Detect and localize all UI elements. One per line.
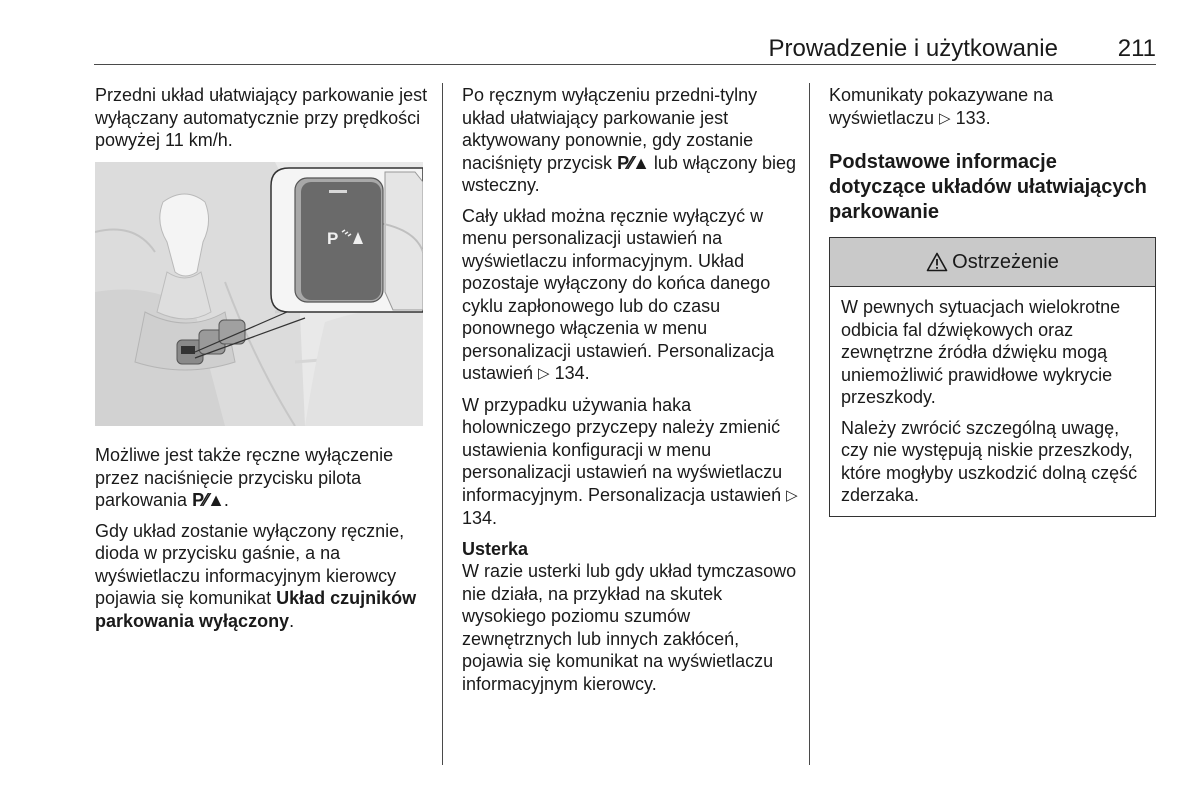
column-1 — [95, 84, 430, 160]
warning-box — [829, 237, 1156, 517]
reference-arrow-icon: ▷ — [786, 486, 798, 504]
intro-paragraph: Przedni układ ułatwiający parkowanie jest wyłączany automatycznie przy prędkości powyżej 11 km/h. — [95, 85, 428, 150]
park-pilot-symbol: P⁄⁄▲ — [617, 152, 649, 173]
menu-disable-paragraph: Cały układ można ręcznie wyłączyć w menu personalizacji ustawień na wyświetlaczu informacyjnym. Układ pozostaje wyłączony do końca danego cyklu zapłonowego lub do czasu ponownego włączenia w menu personalizacji ustawień. Personalizacja ustawień ▷ 134. — [462, 205, 798, 386]
towbar-paragraph: W przypadku używania haka holowniczego przyczepy należy zmienić ustawienia konfiguracji w menu personalizacji ustawień na wyświetlaczu informacyjnym. Personalizacja ustawień ▷ 134. — [462, 394, 798, 528]
warning-triangle-icon — [926, 252, 948, 272]
column-2 — [462, 84, 798, 703]
reference-arrow-icon: ▷ — [538, 365, 550, 382]
section-heading: Podstawowe informacje dotyczące układów ułatwiających parkowanie — [829, 151, 1147, 223]
manual-off-paragraph: Możliwe jest także ręczne wyłączenie przez naciśnięcie przycisku pilota parkowania P⁄⁄▲. — [95, 445, 394, 510]
park-pilot-symbol: P⁄⁄▲ — [192, 490, 224, 510]
column-3 — [829, 84, 1159, 517]
warning-body — [830, 287, 1155, 516]
page-header-title: Prowadzenie i użytkowanie — [768, 35, 1058, 62]
column-divider-2 — [809, 83, 810, 765]
message-text: Układ czujników parkowania wyłączony — [95, 588, 417, 631]
figure-button-p-label: P — [327, 229, 339, 248]
messages-paragraph: Komunikaty pokazywane na wyświetlaczu ▷ 133. — [829, 84, 1159, 130]
reactivation-paragraph: Po ręcznym wyłączeniu przedni-tylny układ ułatwiający parkowanie jest aktywowany ponownie, gdy zostanie naciśnięty przycisk P⁄⁄▲ lub włączony bieg wsteczny. — [462, 85, 796, 195]
warning-paragraph-1: W pewnych sytuacjach wielokrotne odbicia fal dźwiękowych oraz zewnętrzne źródła dźwięku mogą uniemożliwić prawidłowe wykrycie przeszkody. — [841, 297, 1121, 407]
warning-title: Ostrzeżenie — [952, 250, 1059, 273]
header-rule — [94, 64, 1156, 65]
reference-arrow-icon: ▷ — [939, 109, 951, 127]
warning-paragraph-2: Należy zwrócić szczególną uwagę, czy nie występują niskie przeszkody, które mogłyby uszkodzić dolną część zderzaka. — [841, 417, 1138, 505]
column-divider-1 — [442, 83, 443, 765]
car-console-illustration — [95, 162, 423, 426]
page-number: 211 — [1117, 35, 1156, 62]
fault-paragraph: W razie usterki lub gdy układ tymczasowo nie działa, na przykład na skutek wysokiego poziomu szumów zewnętrznych lub innych zakłóceń, pojawia się komunikat na wyświetlaczu informacyjnym kierowcy. — [462, 561, 797, 694]
warning-header — [830, 238, 1155, 287]
column-1-body — [95, 444, 430, 640]
deactivated-message-paragraph: Gdy układ zostanie wyłączony ręcznie, dioda w przycisku gaśnie, a na wyświetlaczu informacyjnym kierowcy pojawia się komunikat Układ czujników parkowania wyłączony. — [95, 520, 417, 631]
fault-subheading: Usterka — [462, 538, 529, 559]
parking-button-figure — [95, 162, 423, 426]
